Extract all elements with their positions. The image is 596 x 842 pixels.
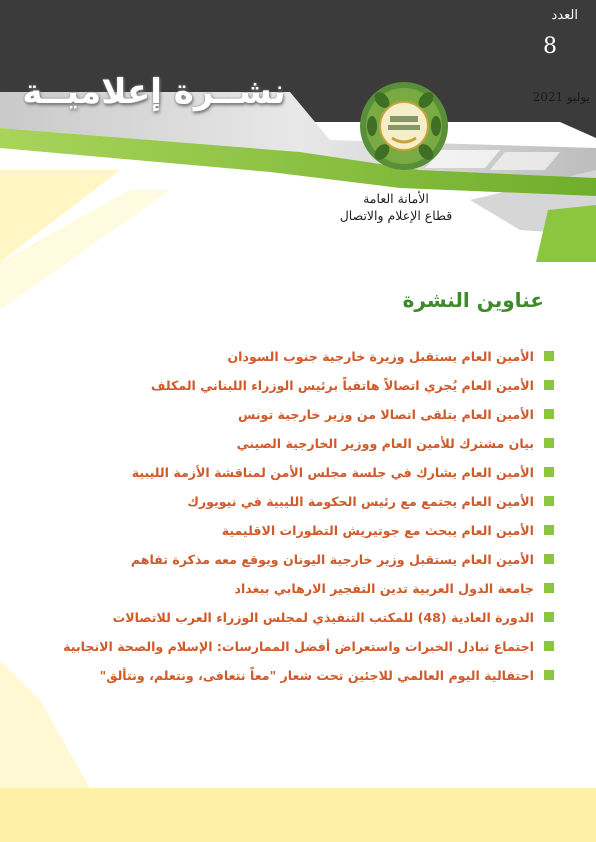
headline-text: الأمين العام يُجري اتصالاً هاتفياً برئيس الوزراء اللبناني المكلف [150,378,534,393]
headline-item[interactable] [56,574,556,603]
headline-item[interactable] [56,371,556,400]
bullet-square-icon [544,380,554,390]
headline-text: الأمين العام يتلقى اتصالا من وزير خارجية تونس [238,407,534,422]
headlines-list [56,342,556,690]
headline-text: احتفالية اليوم العالمي للاجئين تحت شعار "معاً نتعافى، ونتعلم، ونتألق" [99,668,534,683]
headline-text: الأمين العام يستقبل وزير خارجية اليونان ويوقع معه مذكرة تفاهم [130,552,534,567]
bullet-square-icon [544,438,554,448]
headline-text: الأمين العام يبحث مع جوتيريش التطورات الاقليمية [221,523,534,538]
headline-text: الأمين العام يشارك في جلسة مجلس الأمن لمناقشة الأزمة الليبية [131,465,534,480]
headline-text: الأمين العام يستقبل وزيرة خارجية جنوب السودان [227,349,534,364]
org-line-media-sector: قطاع الإعلام والاتصال [339,208,453,223]
footer-band [0,788,596,842]
issue-box [514,0,586,74]
headline-item[interactable] [56,487,556,516]
headline-text: الأمين العام يجتمع مع رئيس الحكومة الليبية في نيويورك [187,494,534,509]
bullet-square-icon [544,670,554,680]
headline-item[interactable] [56,632,556,661]
headline-text: اجتماع تبادل الخبرات واستعراض أفضل الممارسات: الإسلام والصحة الانجابية [63,639,534,654]
bullet-square-icon [544,554,554,564]
headline-text: الدورة العادية (48) للمكتب التنفيذي لمجلس الوزراء العرب للاتصالات [112,610,534,625]
headline-item[interactable] [56,545,556,574]
headline-item[interactable] [56,661,556,690]
bullet-square-icon [544,351,554,361]
bullet-square-icon [544,641,554,651]
organization-lines [330,190,462,224]
bullet-square-icon [544,525,554,535]
headline-item[interactable] [56,342,556,371]
bullet-square-icon [544,409,554,419]
contents-heading: عناوين النشرة [402,288,544,312]
issue-number: 8 [543,34,557,59]
org-line-general-secretariat: الأمانة العامة [363,191,429,206]
arab-league-emblem [358,80,450,172]
headline-item[interactable] [56,516,556,545]
headline-item[interactable] [56,458,556,487]
headline-item[interactable] [56,429,556,458]
headline-item[interactable] [56,400,556,429]
issue-label: العدد [551,8,578,23]
headline-item[interactable] [56,603,556,632]
publication-title: نشــرة إعلاميــة [22,72,286,112]
issue-date: يوليو 2021 [532,90,590,104]
headline-text: بيان مشترك للأمين العام ووزير الخارجية الصيني [236,436,534,451]
bullet-square-icon [544,496,554,506]
headline-text: جامعة الدول العربية تدين التفجير الارهابي ببغداد [234,581,534,596]
bullet-square-icon [544,583,554,593]
bullet-square-icon [544,467,554,477]
bullet-square-icon [544,612,554,622]
